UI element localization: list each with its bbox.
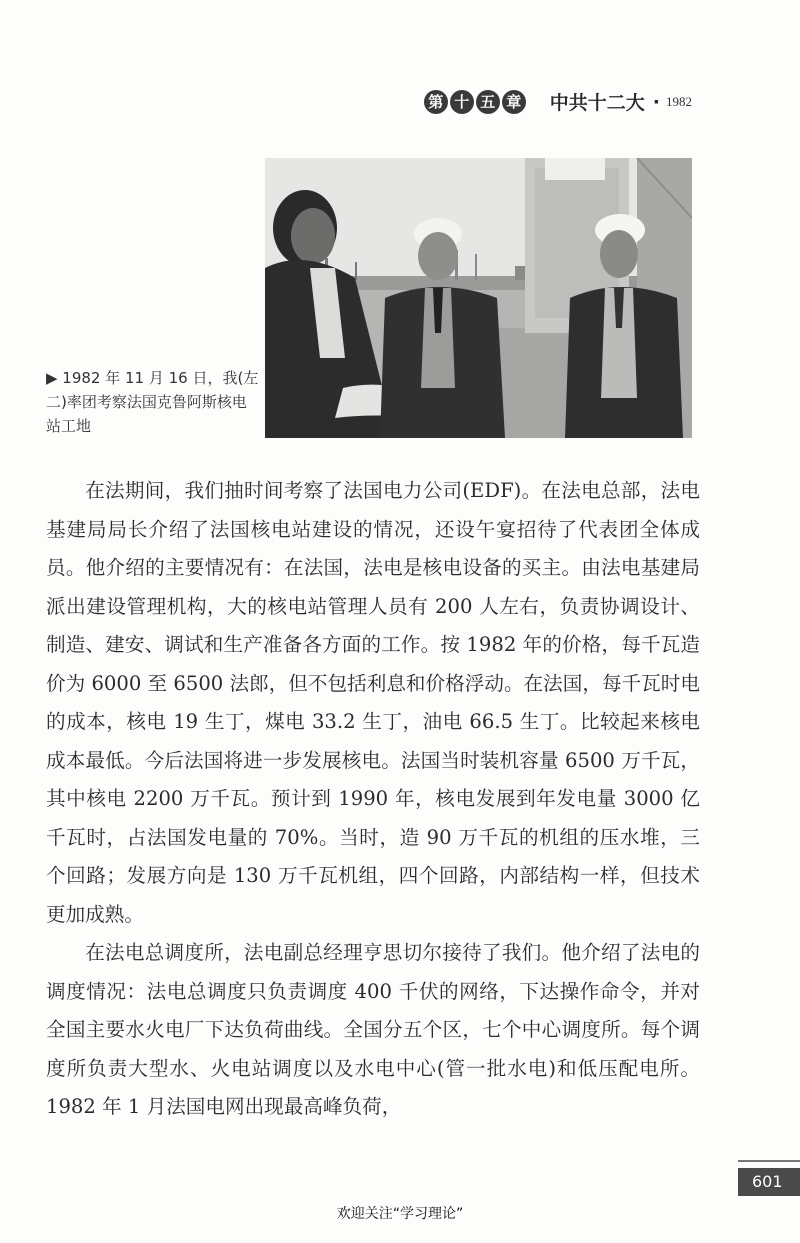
chapter-char: 章: [502, 90, 526, 114]
footer-note: 欢迎关注“学习理论”: [336, 1206, 464, 1222]
chapter-title: 中共十二大: [549, 92, 645, 114]
chapter-label: [424, 90, 526, 114]
chapter-char: 十: [450, 90, 474, 114]
running-header: [424, 88, 692, 115]
chapter-year: 1982: [666, 93, 692, 109]
paragraph: 在法电总调度所，法电副总经理亨思切尔接待了我们。他介绍了法电的调度情况：法电总调度只负责调度 400 千伏的网络，下达操作命令，并对全国主要水火电厂下达负荷曲线。全国分五个区，七个中心调度所。每个调度所负责大型水、火电站调度以及水电中心(管一批水电)和低压配电所。1982 年 1 月法国电网出现最高峰负荷，: [46, 941, 700, 1118]
body-text: [46, 472, 700, 1127]
paragraph: 在法期间，我们抽时间考察了法国电力公司(EDF)。在法电总部，法电基建局局长介绍了法国核电站建设的情况，还设午宴招待了代表团全体成员。他介绍的主要情况有：在法国，法电是核电设备的买主。由法电基建局派出建设管理机构，大的核电站管理人员有 200 人左右，负责协调设计、制造、建安、调试和生产准备各方面的工作。按 1982 年的价格，每千瓦造价为 6000 至 6500 法郎，但不包括利息和价格浮动。在法国，每千瓦时电的成本，核电 19 生丁，煤电 33.2 生丁，油电 66.5 生丁。比较起来核电成本最低。今后法国将进一步发展核电。法国当时装机容量 6500 万千瓦，其中核电 2200 万千瓦。预计到 1990 年，核电发展到年发电量 3000 亿千瓦时，占法国发电量的 70%。当时，造 90 万千瓦的机组的压水堆，三个回路；发展方向是 130 万千瓦机组，四个回路，内部结构一样，但技术更加成熟。: [46, 479, 700, 926]
photo-nuclear-site-visit: [265, 158, 692, 438]
header-separator: ·: [652, 90, 660, 113]
page-number-rule: [738, 1160, 800, 1162]
photo-caption: ▶ 1982 年 11 月 16 日，我(左二)率团考察法国克鲁阿斯核电站工地: [46, 369, 259, 435]
chapter-char: 五: [476, 90, 500, 114]
page-number: 601: [738, 1168, 800, 1196]
chapter-char: 第: [424, 90, 448, 114]
